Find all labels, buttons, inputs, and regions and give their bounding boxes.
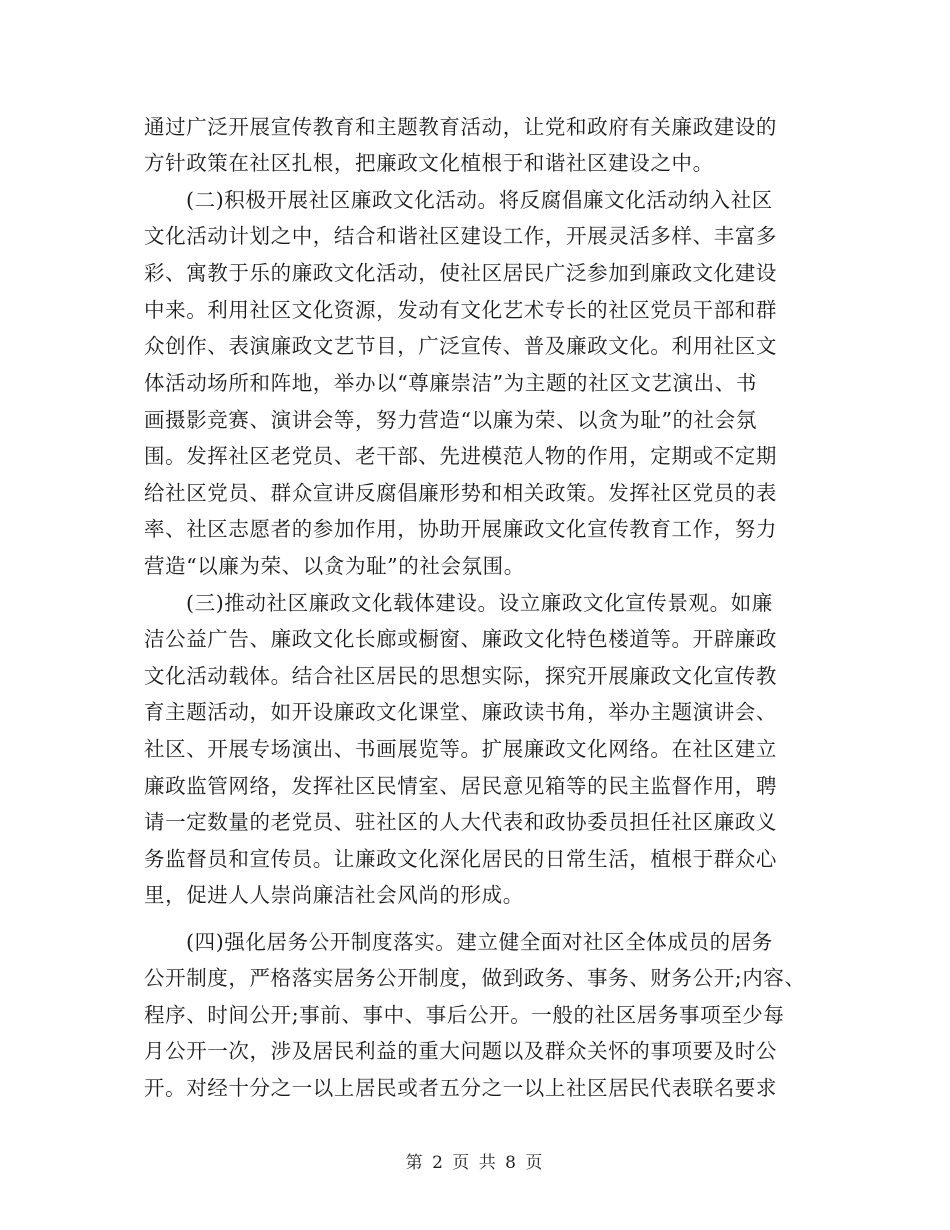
body-line: 营造“以廉为荣、以贪为耻”的社会氛围。	[144, 554, 525, 578]
body-line: 率、社区志愿者的参加作用，协助开展廉政文化宣传教育工作，努力	[144, 517, 777, 541]
body-line: 彩、寓教于乐的廉政文化活动，使社区居民广泛参加到廉政文化建设	[144, 261, 777, 285]
body-line: 务监督员和宣传员。让廉政文化深化居民的日常生活，植根于群众心	[144, 847, 777, 871]
body-line: 育主题活动，如开设廉政文化课堂、廉政读书角，举办主题演讲会、	[144, 700, 777, 724]
body-line: 廉政监管网络，发挥社区民情室、居民意见箱等的民主监督作用，聘	[144, 774, 777, 798]
body-line: 中来。利用社区文化资源，发动有文化艺术专长的社区党员干部和群	[144, 298, 777, 322]
body-line: 开。对经十分之一以上居民或者五分之一以上社区居民代表联名要求	[144, 1076, 777, 1100]
body-line: 文化活动载体。结合社区居民的思想实际，探究开展廉政文化宣传教	[144, 664, 777, 688]
body-line: 文化活动计划之中，结合和谐社区建设工作，开展灵活多样、丰富多	[144, 224, 777, 248]
body-line: 方针政策在社区扎根，把廉政文化植根于和谐社区建设之中。	[144, 151, 714, 175]
section-heading-line: (三)推动社区廉政文化载体建设。设立廉政文化宣传景观。如廉	[186, 591, 773, 615]
body-line: 社区、开展专场演出、书画展览等。扩展廉政文化网络。在社区建立	[144, 737, 777, 761]
body-line: 给社区党员、群众宣讲反腐倡廉形势和相关政策。发挥社区党员的表	[144, 481, 777, 505]
section-heading-line: (四)强化居务公开制度落实。建立健全面对社区全体成员的居务	[186, 930, 773, 954]
body-line: 通过广泛开展宣传教育和主题教育活动，让党和政府有关廉政建设的	[144, 115, 777, 139]
page-number-footer: 第 2 页 共 8 页	[405, 1153, 545, 1173]
body-line: 程序、时间公开;事前、事中、事后公开。一般的社区居务事项至少每	[144, 1003, 785, 1027]
body-line: 月公开一次，涉及居民利益的重大问题以及群众关怀的事项要及时公	[144, 1039, 777, 1063]
body-line: 众创作、表演廉政文艺节目，广泛宣传、普及廉政文化。利用社区文	[144, 334, 777, 358]
body-line: 围。发挥社区老党员、老干部、先进模范人物的作用，定期或不定期	[144, 444, 777, 468]
body-line: 洁公益广告、廉政文化长廊或橱窗、廉政文化特色楼道等。开辟廉政	[144, 627, 777, 651]
body-line: 里，促进人人崇尚廉洁社会风尚的形成。	[144, 883, 524, 907]
body-line: 体活动场所和阵地，举办以“尊廉崇洁”为主题的社区文艺演出、书	[144, 371, 757, 395]
body-line: 请一定数量的老党员、驻社区的人大代表和政协委员担任社区廉政义	[144, 810, 777, 834]
section-heading-line: (二)积极开展社区廉政文化活动。将反腐倡廉文化活动纳入社区	[186, 188, 773, 212]
body-line: 公开制度，严格落实居务公开制度，做到政务、事务、财务公开;内容、	[144, 966, 806, 990]
body-line: 画摄影竞赛、演讲会等，努力营造“以廉为荣、以贪为耻”的社会氛	[144, 408, 757, 432]
